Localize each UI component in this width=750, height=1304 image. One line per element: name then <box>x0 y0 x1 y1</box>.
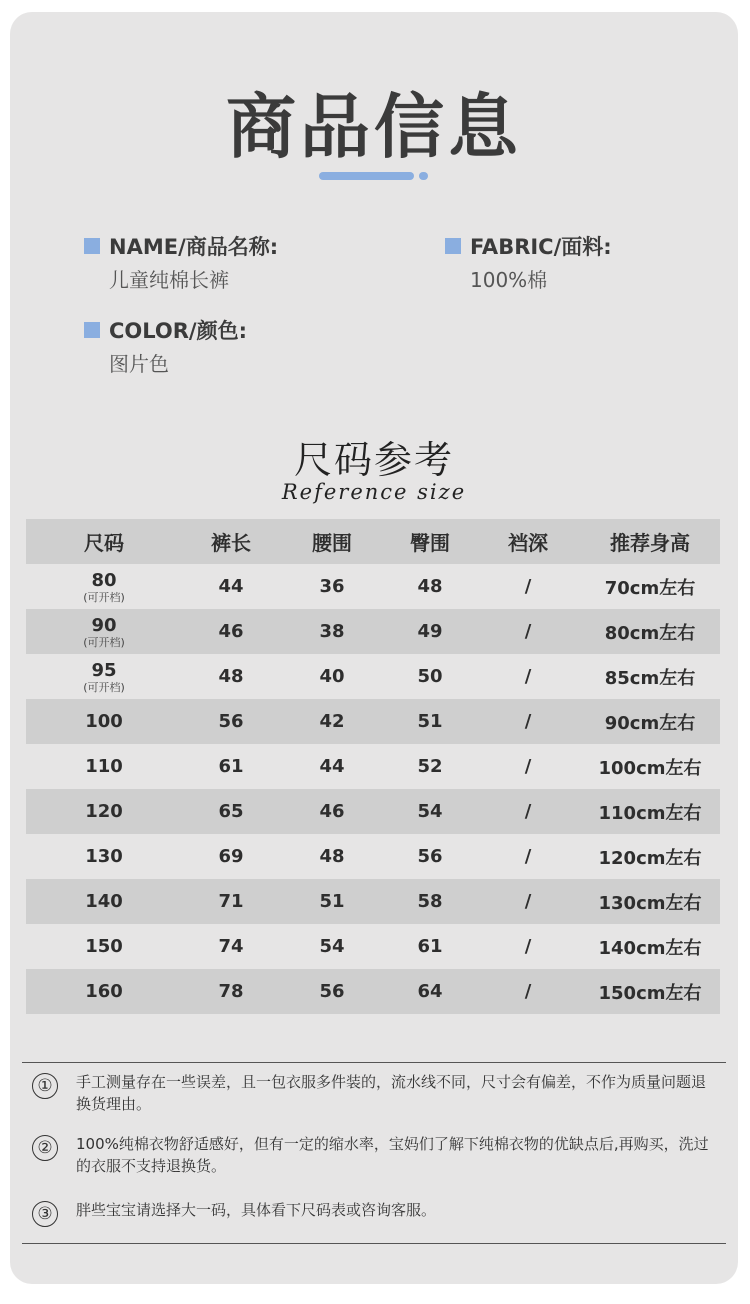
table-header-row <box>26 519 720 564</box>
cell-value: 44 <box>319 756 345 777</box>
table-cell-hip <box>384 564 476 609</box>
fabric-label: FABRIC/面料: <box>470 235 612 259</box>
table-cell-height <box>580 834 720 879</box>
table-cell-hip <box>384 744 476 789</box>
table-row <box>26 879 720 924</box>
size-note: (可开档) <box>83 636 125 649</box>
cell-value: / <box>524 711 532 732</box>
table-cell-height <box>580 789 720 834</box>
cell-value: 50 <box>417 666 443 687</box>
cell-value: / <box>524 936 532 957</box>
table-cell-height <box>580 744 720 789</box>
cell-value: 56 <box>319 981 345 1002</box>
table-cell-hip <box>384 654 476 699</box>
table-cell-hip <box>384 924 476 969</box>
cell-value: 64 <box>417 981 443 1002</box>
table-cell-hip <box>384 834 476 879</box>
fabric-value: 100%棉 <box>470 268 548 292</box>
cell-value: 140cm左右 <box>598 937 702 959</box>
table-cell-hip <box>384 789 476 834</box>
cell-value: 48 <box>218 666 244 687</box>
table-cell-waist <box>280 564 384 609</box>
cell-value: 71 <box>218 891 244 912</box>
table-row <box>26 789 720 834</box>
cell-value: / <box>524 846 532 867</box>
cell-value: 95 <box>91 660 117 681</box>
cell-value: 44 <box>218 576 244 597</box>
header-cell: 裤长 <box>211 531 251 555</box>
cell-value: 56 <box>218 711 244 732</box>
size-section-title: 尺码参考 <box>293 438 454 482</box>
note-text: 手工测量存在一些误差，且一包衣服多件装的，流水线不同，尺寸会有偏差，不作为质量问题退换货理由。 <box>76 1073 707 1113</box>
table-cell-waist <box>280 924 384 969</box>
name-label: NAME/商品名称: <box>109 235 279 259</box>
table-row <box>26 699 720 744</box>
note-item <box>22 1133 722 1177</box>
size-table <box>26 519 720 1014</box>
cell-value: 69 <box>218 846 244 867</box>
table-row <box>26 744 720 789</box>
cell-value: 140 <box>85 891 123 912</box>
table-cell-rise <box>476 564 580 609</box>
table-row <box>26 654 720 699</box>
table-cell-height <box>580 609 720 654</box>
note-number: ② <box>32 1135 58 1161</box>
header-cell: 尺码 <box>84 531 124 555</box>
table-cell-length <box>182 879 280 924</box>
table-cell-length <box>182 969 280 1014</box>
table-cell-rise <box>476 879 580 924</box>
cell-value: 78 <box>218 981 244 1002</box>
cell-value: 56 <box>417 846 443 867</box>
table-cell-size <box>26 609 182 654</box>
square-bullet-icon <box>84 322 100 338</box>
table-cell-height <box>580 969 720 1014</box>
product-fabric-block <box>445 232 612 293</box>
table-cell-size <box>26 879 182 924</box>
cell-value: 54 <box>417 801 443 822</box>
table-cell-length <box>182 654 280 699</box>
size-section-subtitle: Reference size <box>281 480 467 504</box>
color-label: COLOR/颜色: <box>109 319 247 343</box>
table-cell-rise <box>476 789 580 834</box>
note-number: ③ <box>32 1201 58 1227</box>
table-cell-length <box>182 789 280 834</box>
table-cell-rise <box>476 699 580 744</box>
table-cell-length <box>182 924 280 969</box>
header-cell: 腰围 <box>312 531 352 555</box>
color-value: 图片色 <box>109 352 169 376</box>
cell-value: 42 <box>319 711 345 732</box>
cell-value: 85cm左右 <box>604 667 696 689</box>
cell-value: 150cm左右 <box>598 982 702 1004</box>
table-row <box>26 924 720 969</box>
cell-value: 36 <box>319 576 345 597</box>
cell-value: 48 <box>319 846 345 867</box>
cell-value: 49 <box>417 621 443 642</box>
cell-value: / <box>524 756 532 777</box>
table-cell-hip <box>384 699 476 744</box>
title-underline-dot <box>419 172 428 180</box>
cell-value: 61 <box>218 756 244 777</box>
cell-value: 46 <box>319 801 345 822</box>
table-cell-size <box>26 969 182 1014</box>
table-cell-waist <box>280 789 384 834</box>
table-cell-waist <box>280 699 384 744</box>
table-cell-length <box>182 744 280 789</box>
product-name-block <box>84 232 278 293</box>
info-card <box>10 12 738 1284</box>
cell-value: 90 <box>91 615 117 636</box>
table-cell-size <box>26 834 182 879</box>
table-cell-rise <box>476 744 580 789</box>
cell-value: 74 <box>218 936 244 957</box>
table-cell-hip <box>384 609 476 654</box>
cell-value: 61 <box>417 936 443 957</box>
note-text: 胖些宝宝请选择大一码，具体看下尺码表或咨询客服。 <box>76 1201 437 1219</box>
table-cell-rise <box>476 969 580 1014</box>
table-cell-height <box>580 654 720 699</box>
page-title: 商品信息 <box>226 86 522 168</box>
table-cell-size <box>26 564 182 609</box>
header-cell: 推荐身高 <box>610 531 690 555</box>
cell-value: 90cm左右 <box>604 712 696 734</box>
table-row <box>26 609 720 654</box>
table-row <box>26 969 720 1014</box>
table-cell-size <box>26 699 182 744</box>
table-cell-size <box>26 789 182 834</box>
table-cell-hip <box>384 969 476 1014</box>
table-cell-waist <box>280 834 384 879</box>
table-cell-size <box>26 744 182 789</box>
cell-value: 100cm左右 <box>598 757 702 779</box>
cell-value: 100 <box>85 711 123 732</box>
title-underline-bar <box>319 172 414 180</box>
table-cell-rise <box>476 654 580 699</box>
table-cell-rise <box>476 924 580 969</box>
note-number: ① <box>32 1073 58 1099</box>
cell-value: 130 <box>85 846 123 867</box>
table-cell-length <box>182 834 280 879</box>
cell-value: 80 <box>91 570 117 591</box>
cell-value: 48 <box>417 576 443 597</box>
notes-section <box>22 1062 726 1244</box>
table-cell-height <box>580 564 720 609</box>
cell-value: 46 <box>218 621 244 642</box>
table-cell-length <box>182 564 280 609</box>
note-item <box>22 1199 722 1227</box>
note-text: 100%纯棉衣物舒适感好，但有一定的缩水率，宝妈们了解下纯棉衣物的优缺点后,再购买，洗过的衣服不支持退换货。 <box>76 1135 709 1175</box>
cell-value: 51 <box>319 891 345 912</box>
cell-value: / <box>524 891 532 912</box>
cell-value: 130cm左右 <box>598 892 702 914</box>
cell-value: 40 <box>319 666 345 687</box>
cell-value: 51 <box>417 711 443 732</box>
cell-value: 150 <box>85 936 123 957</box>
cell-value: / <box>524 666 532 687</box>
table-cell-size <box>26 654 182 699</box>
cell-value: 58 <box>417 891 443 912</box>
cell-value: 52 <box>417 756 443 777</box>
table-cell-waist <box>280 879 384 924</box>
cell-value: 80cm左右 <box>604 622 696 644</box>
cell-value: 70cm左右 <box>604 577 696 599</box>
cell-value: 54 <box>319 936 345 957</box>
table-body <box>26 564 720 1014</box>
cell-value: / <box>524 576 532 597</box>
table-row <box>26 834 720 879</box>
table-cell-height <box>580 699 720 744</box>
square-bullet-icon <box>84 238 100 254</box>
table-cell-rise <box>476 834 580 879</box>
size-note: (可开档) <box>83 681 125 694</box>
cell-value: 160 <box>85 981 123 1002</box>
table-cell-height <box>580 879 720 924</box>
table-cell-waist <box>280 969 384 1014</box>
cell-value: 120cm左右 <box>598 847 702 869</box>
cell-value: 65 <box>218 801 244 822</box>
header-cell: 裆深 <box>508 531 548 555</box>
table-row <box>26 564 720 609</box>
note-item <box>22 1071 722 1115</box>
table-cell-rise <box>476 609 580 654</box>
name-value: 儿童纯棉长裤 <box>109 268 229 292</box>
header-cell: 臀围 <box>410 531 450 555</box>
table-cell-size <box>26 924 182 969</box>
cell-value: 110cm左右 <box>598 802 702 824</box>
table-cell-waist <box>280 744 384 789</box>
cell-value: 110 <box>85 756 123 777</box>
cell-value: 120 <box>85 801 123 822</box>
table-cell-height <box>580 924 720 969</box>
table-cell-waist <box>280 609 384 654</box>
cell-value: / <box>524 801 532 822</box>
table-cell-length <box>182 609 280 654</box>
size-note: (可开档) <box>83 591 125 604</box>
cell-value: / <box>524 981 532 1002</box>
table-cell-hip <box>384 879 476 924</box>
square-bullet-icon <box>445 238 461 254</box>
cell-value: 38 <box>319 621 345 642</box>
table-cell-length <box>182 699 280 744</box>
cell-value: / <box>524 621 532 642</box>
product-color-block <box>84 316 247 377</box>
table-cell-waist <box>280 654 384 699</box>
